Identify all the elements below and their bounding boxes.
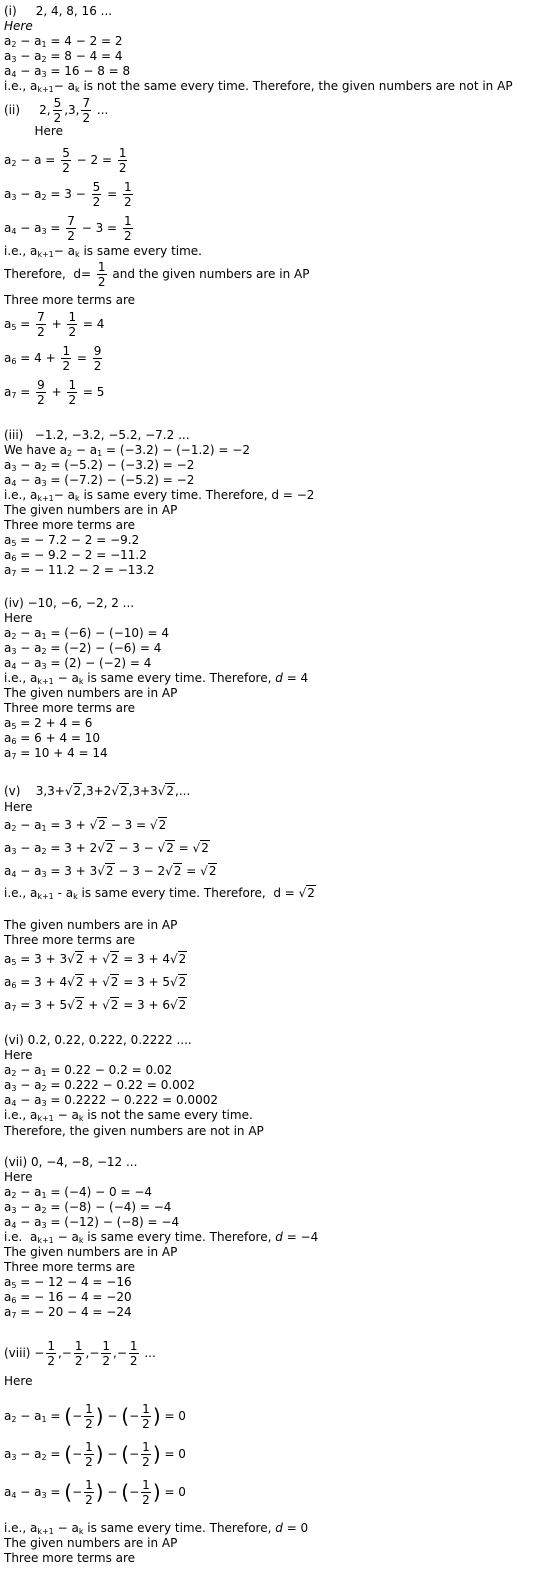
- line-ii-l4: i.e., $a_{k+1}- a_k$ is same every time.: [4, 244, 202, 259]
- line-v-title: (v) 3,3+√2,3+2√2,3+3√2,...: [4, 784, 191, 798]
- line-vi-l1: $a_2 - a_1 = 0.22 - 0.2 = 0.02$: [4, 1063, 173, 1078]
- line-iv-here: Here: [4, 611, 33, 625]
- line-iv-l6: Three more terms are: [4, 701, 136, 715]
- line-viii-l4: i.e., $a_{k+1} - a_k$ is same every time. Therefore, d = 0: [4, 1521, 309, 1536]
- line-vi-l2: $a_3 - a_2 = 0.222 - 0.22 = 0.002$: [4, 1078, 196, 1093]
- line-viii-here: Here: [4, 1374, 33, 1388]
- line-iii-l3: $a_4 - a_3 = (-7.2) - (-5.2) = -2$: [4, 473, 195, 488]
- line-iii-title: (iii) −1.2, −3.2, −5.2, −7.2 ...: [4, 428, 190, 442]
- line-vii-l8: $a_6$ = − 16 − 4 = −20: [4, 1290, 132, 1305]
- line-v-l1: $a_2 - a_1 = 3 + √2 - 3 = √2$: [4, 818, 167, 833]
- line-ii-l8: $a_6 = 4$ + $\frac{1}{2}$ = $\frac{9}{2}$: [4, 344, 102, 373]
- line-ii-l9: $a_7$ = $\frac{9}{2}$ + $\frac{1}{2}$ = 5: [4, 378, 105, 407]
- line-iii-l9: $a_7$ = − 11.2 − 2 = −13.2: [4, 563, 155, 578]
- line-vii-l7: $a_5$ = − 12 − 4 = −16: [4, 1275, 132, 1290]
- line-iii-l6: Three more terms are: [4, 518, 136, 532]
- line-iii-l4: i.e., $a_{k+1}- a_k$ is same every time. Therefore, d = −2: [4, 488, 315, 503]
- line-ii-l7: $a_5$ = $\frac{7}{2}$ + $\frac{1}{2}$ = 4: [4, 310, 105, 339]
- line-vii-l2: $a_3 - a_2 = (-8) - (-4) = -4$: [4, 1200, 172, 1215]
- line-viii-title: (viii) − $\frac{1}{2}$ ,− $\frac{1}{2}$ ,− $\frac{1}{2}$ ,− $\frac{1}{2}$ ...: [4, 1339, 156, 1368]
- line-iii-l8: $a_6$ = − 9.2 − 2 = −11.2: [4, 548, 147, 563]
- line-vii-l3: $a_4 - a_3 = (-12) - (-8) = -4$: [4, 1215, 180, 1230]
- line-ii-l1: $a_2 - a$ = $\frac{5}{2}$ − 2 = $\frac{1}{2}$: [4, 146, 127, 175]
- line-v-l4: i.e., $a_{k+1} - a_k$ is same every time. Therefore, d = √2: [4, 886, 315, 901]
- line-ii-l2: $a_3 - a_2 = 3$ − $\frac{5}{2}$ = $\frac{1}{2}$: [4, 180, 132, 209]
- line-iii-l7: $a_5$ = − 7.2 − 2 = −9.2: [4, 533, 140, 548]
- line-iv-l7: $a_5 = 2 + 4 = 6$: [4, 716, 93, 731]
- line-vii-l6: Three more terms are: [4, 1260, 136, 1274]
- line-v-l2: $a_3 - a_2 = 3 + 2√2 - 3 - √2 = √2$: [4, 841, 209, 856]
- line-i-l1: $a_2 - a_1 = 4 - 2 = 2$: [4, 34, 123, 49]
- line-vi-title: (vi) 0.2, 0.22, 0.222, 0.2222 ....: [4, 1033, 192, 1047]
- line-vii-l5: The given numbers are in AP: [4, 1245, 178, 1259]
- line-viii-l2: $a_3 - a_2$ = (− $\frac{1}{2}$ ) − (− $\frac{1}{2}$ ) = 0: [4, 1440, 186, 1469]
- line-ii-title: (ii) 2, $\frac{5}{2}$ ,3, $\frac{7}{2}$ ...: [4, 96, 109, 125]
- line-iv-l8: $a_6 = 6 + 4 = 10$: [4, 731, 101, 746]
- line-vii-l4: i.e. $a_{k+1} - a_k$ is same every time. Therefore, d = −4: [4, 1230, 319, 1245]
- line-vi-l3: $a_4 - a_3 = 0.2222 - 0.222 = 0.0002$: [4, 1093, 218, 1108]
- line-vii-l9: $a_7$ = − 20 − 4 = −24: [4, 1305, 132, 1320]
- line-i-l2: $a_3 - a_2 = 8 - 4 = 4$: [4, 49, 123, 64]
- line-iv-l3: $a_4 - a_3 = (2) - (-2) = 4$: [4, 656, 152, 671]
- line-v-l7: $a_5 = 3 + 3√2 + √2 = 3 + 4√2$: [4, 952, 187, 967]
- line-v-l3: $a_4 - a_3 = 3 + 3√2 - 3 - 2√2 = √2$: [4, 864, 217, 879]
- line-viii-l5: The given numbers are in AP: [4, 1536, 178, 1550]
- line-viii-l1: $a_2 - a_1$ = (− $\frac{1}{2}$ ) − (− $\frac{1}{2}$ ) = 0: [4, 1402, 186, 1431]
- line-vi-here: Here: [4, 1048, 33, 1062]
- line-ii-l6: Three more terms are: [4, 293, 136, 307]
- line-vii-l1: $a_2 - a_1 = (-4) - 0 = -4$: [4, 1185, 153, 1200]
- line-v-l8: $a_6 = 3 + 4√2 + √2 = 3 + 5√2$: [4, 975, 187, 990]
- line-iii-l5: The given numbers are in AP: [4, 503, 178, 517]
- line-iii-l1: We have $a_2 - a_1 = (-3.2) - (-1.2) = -2$: [4, 443, 250, 458]
- line-iv-title: (iv) −10, −6, −2, 2 ...: [4, 596, 135, 610]
- line-v-l6: Three more terms are: [4, 933, 136, 947]
- line-vii-here: Here: [4, 1170, 33, 1184]
- line-iv-l5: The given numbers are in AP: [4, 686, 178, 700]
- line-v-l5: The given numbers are in AP: [4, 918, 178, 932]
- line-vii-title: (vii) 0, −4, −8, −12 ...: [4, 1155, 138, 1169]
- line-vi-l4: i.e., $a_{k+1} - a_k$ is not the same every time.: [4, 1108, 253, 1123]
- line-v-here: Here: [4, 800, 33, 814]
- line-iv-l2: $a_3 - a_2 = (-2) - (-6) = 4$: [4, 641, 162, 656]
- line-i-l3: $a_4 - a_3 = 16 - 8 = 8$: [4, 64, 131, 79]
- line-i-l4: i.e., $a_{k+1}- a_k$ is not the same every time. Therefore, the given numbers are not in AP: [4, 79, 513, 94]
- line-i-title: (i) 2, 4, 8, 16 ...: [4, 4, 113, 18]
- line-iv-l9: $a_7 = 10 + 4 = 14$: [4, 746, 108, 761]
- line-v-l9: $a_7 = 3 + 5√2 + √2 = 3 + 6√2$: [4, 998, 187, 1013]
- line-vi-l5: Therefore, the given numbers are not in AP: [4, 1124, 264, 1138]
- line-ii-l3: $a_4 - a_3$ = $\frac{7}{2}$ − 3 = $\frac{1}{2}$: [4, 214, 132, 243]
- line-iii-l2: $a_3 - a_2 = (-5.2) - (-3.2) = -2$: [4, 458, 195, 473]
- line-ii-l5: Therefore, d= $\frac{1}{2}$ and the given numbers are in AP: [4, 260, 310, 289]
- line-ii-here: Here: [4, 124, 63, 138]
- line-viii-l3: $a_4 - a_3$ = (− $\frac{1}{2}$ ) − (− $\frac{1}{2}$ ) = 0: [4, 1478, 186, 1507]
- line-iv-l1: $a_2 - a_1 = (-6) - (-10) = 4$: [4, 626, 170, 641]
- line-i-here: Here: [4, 19, 33, 33]
- line-viii-l6: Three more terms are: [4, 1551, 136, 1565]
- line-iv-l4: i.e., $a_{k+1} - a_k$ is same every time. Therefore, d = 4: [4, 671, 309, 686]
